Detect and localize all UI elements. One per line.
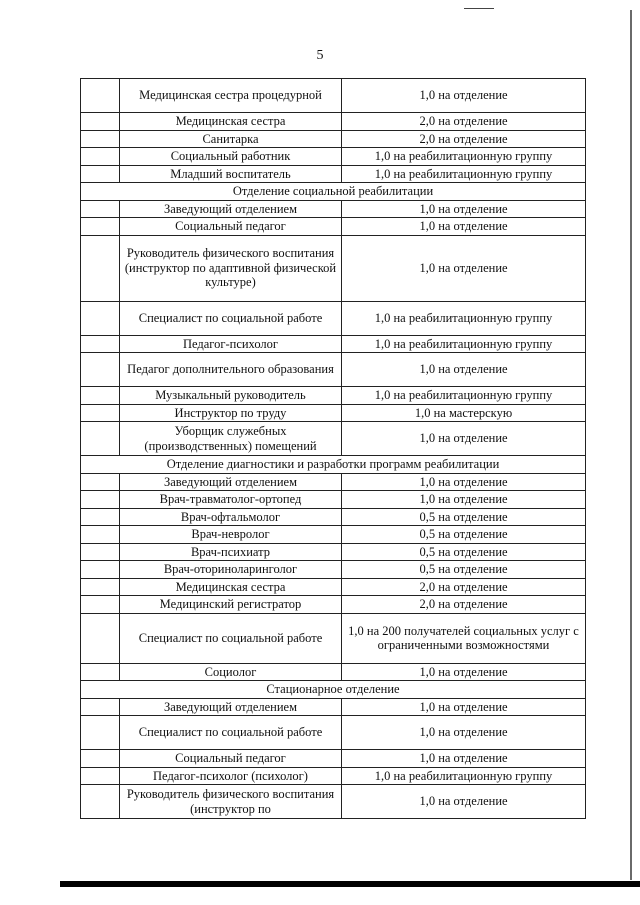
position-cell: Медицинская сестра (120, 578, 342, 596)
table-row (81, 301, 586, 335)
norm-cell: 2,0 на отделение (342, 113, 586, 131)
row-number-cell (81, 113, 120, 131)
position-cell: Педагог дополнительного образования (120, 353, 342, 387)
table-row (81, 200, 586, 218)
row-number-cell (81, 698, 120, 716)
table-row (81, 543, 586, 561)
table-row (81, 79, 586, 113)
norm-cell: 1,0 на реабилитационную группу (342, 301, 586, 335)
norm-cell: 1,0 на реабилитационную группу (342, 335, 586, 353)
norm-cell: 1,0 на отделение (342, 353, 586, 387)
row-number-cell (81, 663, 120, 681)
position-cell: Социальный педагог (120, 218, 342, 236)
position-cell: Социальный педагог (120, 750, 342, 768)
position-cell: Социолог (120, 663, 342, 681)
row-number-cell (81, 387, 120, 405)
table-row (81, 130, 586, 148)
row-number-cell (81, 200, 120, 218)
norm-cell: 1,0 на отделение (342, 785, 586, 819)
position-cell: Социальный работник (120, 148, 342, 166)
norm-cell: 1,0 на отделение (342, 698, 586, 716)
norm-cell: 1,0 на реабилитационную группу (342, 165, 586, 183)
norm-cell: 0,5 на отделение (342, 526, 586, 544)
position-cell: Санитарка (120, 130, 342, 148)
table-row (81, 148, 586, 166)
position-cell: Педагог-психолог (120, 335, 342, 353)
position-cell: Специалист по социальной работе (120, 716, 342, 750)
position-cell: Уборщик служебных (производственных) помещений (120, 422, 342, 456)
norm-cell: 1,0 на реабилитационную группу (342, 767, 586, 785)
page-number: 5 (316, 48, 324, 63)
row-number-cell (81, 301, 120, 335)
table-row (81, 767, 586, 785)
norm-cell: 1,0 на отделение (342, 200, 586, 218)
position-cell: Младший воспитатель (120, 165, 342, 183)
position-cell: Медицинская сестра процедурной (120, 79, 342, 113)
table-row (81, 561, 586, 579)
table-row (81, 218, 586, 236)
position-cell: Врач-оториноларинголог (120, 561, 342, 579)
table-row (81, 422, 586, 456)
norm-cell: 0,5 на отделение (342, 508, 586, 526)
position-cell: Медицинский регистратор (120, 596, 342, 614)
table-row (81, 353, 586, 387)
norm-cell: 1,0 на мастерскую (342, 404, 586, 422)
table-row (81, 113, 586, 131)
row-number-cell (81, 750, 120, 768)
position-cell: Специалист по социальной работе (120, 613, 342, 663)
table-row (81, 578, 586, 596)
norm-cell: 1,0 на отделение (342, 473, 586, 491)
scan-mark (464, 8, 494, 9)
norm-cell: 1,0 на отделение (342, 235, 586, 301)
row-number-cell (81, 596, 120, 614)
table-row (81, 750, 586, 768)
norm-cell: 1,0 на отделение (342, 750, 586, 768)
norm-cell: 1,0 на реабилитационную группу (342, 148, 586, 166)
position-cell: Врач-офтальмолог (120, 508, 342, 526)
norm-cell: 0,5 на отделение (342, 561, 586, 579)
position-cell: Заведующий отделением (120, 698, 342, 716)
position-cell: Медицинская сестра (120, 113, 342, 131)
row-number-cell (81, 165, 120, 183)
table-row (81, 491, 586, 509)
table-row (81, 526, 586, 544)
row-number-cell (81, 235, 120, 301)
row-number-cell (81, 404, 120, 422)
norm-cell: 1,0 на 200 получателей социальных услуг с ограниченными возможностями (342, 613, 586, 663)
table-row (81, 387, 586, 405)
row-number-cell (81, 473, 120, 491)
table-row (81, 235, 586, 301)
table-row (81, 335, 586, 353)
position-cell: Музыкальный руководитель (120, 387, 342, 405)
section-header-row (81, 456, 586, 474)
norm-cell: 1,0 на реабилитационную группу (342, 387, 586, 405)
norm-cell: 1,0 на отделение (342, 663, 586, 681)
row-number-cell (81, 422, 120, 456)
table-row (81, 404, 586, 422)
table-row (81, 613, 586, 663)
table-row (81, 698, 586, 716)
row-number-cell (81, 79, 120, 113)
table-row (81, 596, 586, 614)
section-title: Отделение диагностики и разработки программ реабилитации (81, 456, 586, 474)
section-title: Отделение социальной реабилитации (81, 183, 586, 201)
row-number-cell (81, 218, 120, 236)
row-number-cell (81, 335, 120, 353)
row-number-cell (81, 613, 120, 663)
norm-cell: 2,0 на отделение (342, 578, 586, 596)
position-cell: Специалист по социальной работе (120, 301, 342, 335)
position-cell: Врач-психиатр (120, 543, 342, 561)
position-cell: Инструктор по труду (120, 404, 342, 422)
table-row (81, 716, 586, 750)
position-cell: Педагог-психолог (психолог) (120, 767, 342, 785)
norm-cell: 2,0 на отделение (342, 596, 586, 614)
position-cell: Заведующий отделением (120, 200, 342, 218)
scan-bottom-bar (60, 881, 640, 887)
position-cell: Врач-невролог (120, 526, 342, 544)
scan-edge-line (630, 10, 632, 880)
norm-cell: 1,0 на отделение (342, 716, 586, 750)
row-number-cell (81, 491, 120, 509)
row-number-cell (81, 148, 120, 166)
norm-cell: 0,5 на отделение (342, 543, 586, 561)
row-number-cell (81, 353, 120, 387)
row-number-cell (81, 543, 120, 561)
norm-cell: 1,0 на отделение (342, 218, 586, 236)
norm-cell: 1,0 на отделение (342, 79, 586, 113)
row-number-cell (81, 578, 120, 596)
section-header-row (81, 183, 586, 201)
position-cell: Врач-травматолог-ортопед (120, 491, 342, 509)
norm-cell: 2,0 на отделение (342, 130, 586, 148)
position-cell: Заведующий отделением (120, 473, 342, 491)
row-number-cell (81, 716, 120, 750)
staffing-table (80, 78, 586, 819)
section-title: Стационарное отделение (81, 681, 586, 699)
table-row (81, 473, 586, 491)
row-number-cell (81, 130, 120, 148)
section-header-row (81, 681, 586, 699)
table-row (81, 785, 586, 819)
row-number-cell (81, 767, 120, 785)
position-cell: Руководитель физического воспитания (инструктор по (120, 785, 342, 819)
table-row (81, 508, 586, 526)
row-number-cell (81, 561, 120, 579)
row-number-cell (81, 508, 120, 526)
norm-cell: 1,0 на отделение (342, 422, 586, 456)
norm-cell: 1,0 на отделение (342, 491, 586, 509)
position-cell: Руководитель физического воспитания (инструктор по адаптивной физической культуре) (120, 235, 342, 301)
table-row (81, 663, 586, 681)
row-number-cell (81, 526, 120, 544)
row-number-cell (81, 785, 120, 819)
staffing-table-body (81, 79, 586, 819)
table-row (81, 165, 586, 183)
